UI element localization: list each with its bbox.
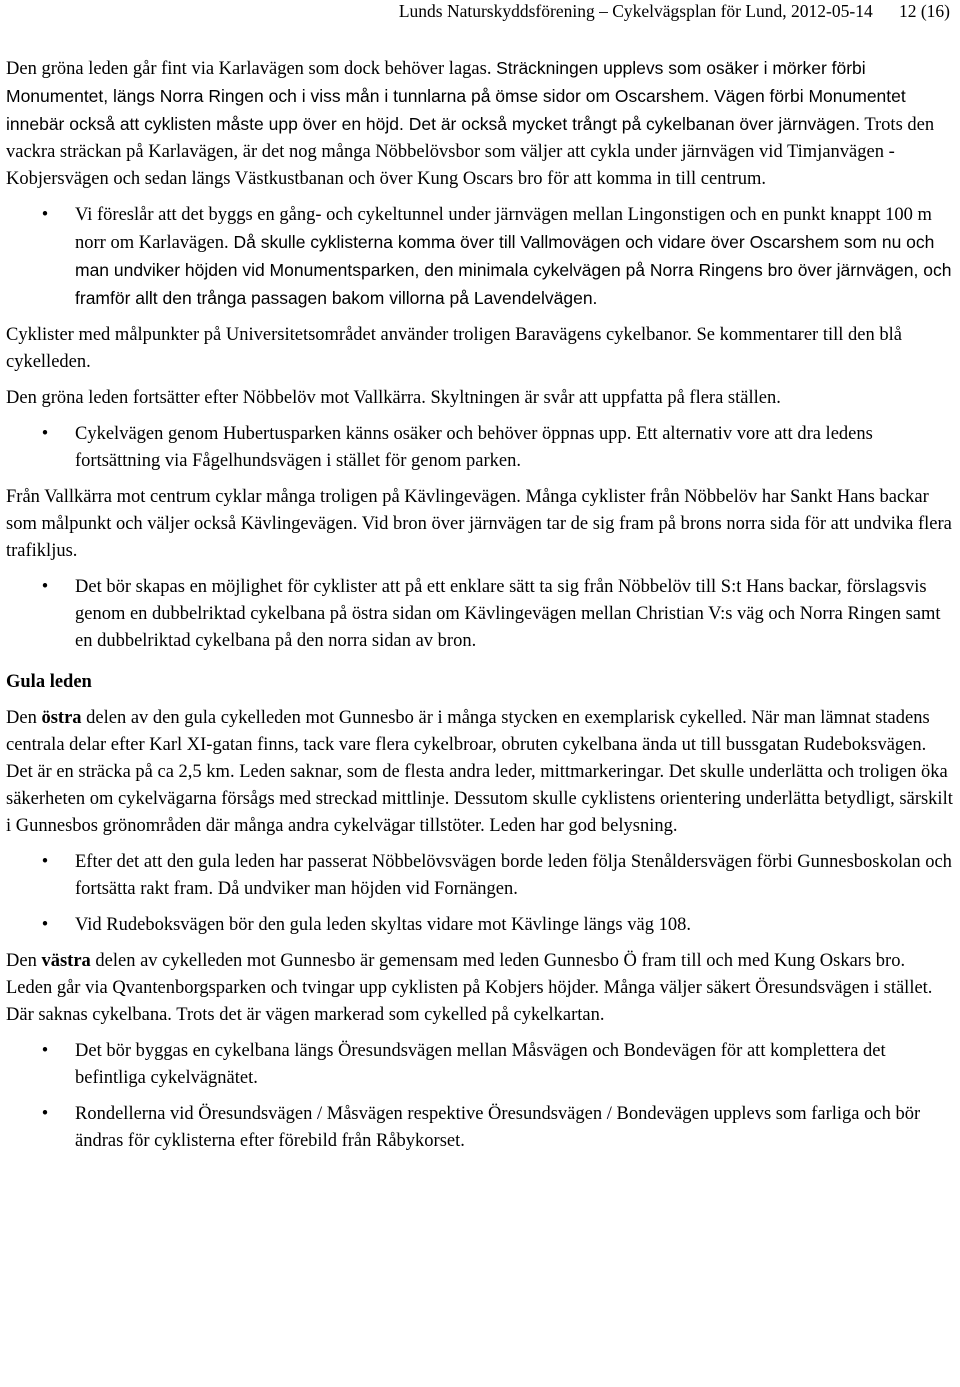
list-item-text: Det bör byggas en cykelbana längs Öresundsvägen mellan Måsvägen och Bondevägen för att komplettera det befintliga cykelvägnätet.: [75, 1041, 886, 1088]
document-body: [6, 55, 954, 1164]
list-item-text: Rondellerna vid Öresundsvägen / Måsvägen respektive Öresundsvägen / Bondevägen upplevs som farliga och bör ändras för cyklisterna efter förebild från Råbykorset.: [75, 1104, 921, 1151]
text-segment: Den gröna leden går fint via Karlavägen som dock behöver lagas.: [6, 59, 497, 79]
page-number: 12 (16): [898, 1, 950, 21]
bullet-list: [6, 849, 954, 939]
bullet-icon: •: [41, 852, 49, 872]
paragraph-green-route-vallkarra: Den gröna leden fortsätter efter Nöbbelöv mot Vallkärra. Skyltningen är svår att uppfatta på flera ställen.: [6, 388, 781, 408]
running-header: [399, 0, 950, 22]
list-item: [6, 912, 954, 939]
list-item: [6, 1038, 954, 1092]
text-segment: delen av cykelleden mot Gunnesbo är gemensam med leden Gunnesbo Ö fram till och med Kung Oskars bro. Leden går via Qvantenborgsparken och tvingar upp cyklisten på Kobjers höjder. Många väljer säkert Öresundsvägen i stället. Där saknas cykelbana. Trots det är vägen markerad som cykelled på cykelkartan.: [6, 951, 933, 1025]
paragraph-university: Cyklister med målpunkter på Universitetsområdet använder troligen Baravägens cykelbanor. Se kommentarer till den blå cykelleden.: [6, 325, 902, 372]
emphasis-bold: östra: [41, 708, 82, 728]
text-segment: Trots den vackra sträckan på Karlavägen, är det nog många Nöbbelövsbor som väljer att cykla under järnvägen vid Timjanvägen - Kobjersvägen och sedan längs Västkustbanan och över Kung Oscars bro för att komma in till centrum.: [6, 115, 935, 189]
list-item: [6, 574, 954, 655]
list-item-text: Efter det att den gula leden har passerat Nöbbelövsvägen borde leden följa Stenåldersvägen förbi Gunnesboskolan och fortsätta rakt fram. Då undviker man höjden vid Fornängen.: [75, 852, 952, 899]
list-item: [6, 202, 954, 313]
paragraph-vallkarra-centrum: Från Vallkärra mot centrum cyklar många troligen på Kävlingevägen. Många cyklister från Nöbbelöv har Sankt Hans backar som målpunkt och väljer också Kävlingevägen. Vid bron över järnvägen tar de sig fram på brons norra sida för att undvika flera trafikljus.: [6, 487, 952, 561]
bullet-list: [6, 574, 954, 655]
running-title: Lunds Naturskyddsförening – Cykelvägsplan för Lund, 2012-05-14: [398, 1, 873, 21]
list-item-text: Cykelvägen genom Hubertusparken känns osäker och behöver öppnas upp. Ett alternativ vore att dra ledens fortsättning via Fågelhundsvägen i stället för genom parken.: [75, 424, 873, 471]
text-segment-sans: Sträckningen upplevs som osäker i mörker förbi Monumentet, längs Norra Ringen och i viss mån i tunnlarna på ömse sidor om Oscarshem. Vägen förbi Monumentet innebär också att cyklisten måste upp över en höjd. Det är också mycket trångt på cykelbanan över järnvägen.: [6, 58, 906, 134]
list-item: [6, 421, 954, 475]
bullet-list: [6, 202, 954, 313]
list-item-text: Vid Rudeboksvägen bör den gula leden skyltas vidare mot Kävlinge längs väg 108.: [75, 915, 691, 935]
text-segment: Vi föreslår att det byggs en gång- och cykeltunnel under järnvägen mellan Lingonstigen och en punkt knappt 100 m norr om Karlavägen.: [75, 205, 932, 253]
bullet-list: [6, 421, 954, 475]
text-segment-sans: Då skulle cyklisterna komma över till Vallmovägen och vidare över Oscarshem som nu och man undviker höjden vid Monumentsparken, den minimala cykelvägen på Norra Ringens bro över järnvägen, och framför allt den trånga passagen bakom villorna på Lavendelvägen.: [75, 232, 952, 308]
paragraph-green-route-intro: [6, 55, 954, 193]
bullet-icon: •: [41, 424, 49, 444]
bullet-icon: •: [41, 205, 49, 225]
text-segment: delen av den gula cykelleden mot Gunnesbo är i många stycken en exemplarisk cykelled. När man lämnat stadens centrala delar efter Karl XI-gatan finns, tack vare flera cykelbroar, obruten cykelbana ända ut till bussgatan Rudeboksvägen. Det är en sträcka på ca 2,5 km. Leden saknar, som de flesta andra leder, mittmarkeringar. Det skulle underlätta och troligen öka säkerheten om cykelvägarna försågs med streckad mittlinje. Dessutom skulle cyklistens orientering underlätta betydligt, särskilt i Gunnesbos grönområden där många andra cykelvägar tillstöter. Leden har god belysning.: [6, 708, 953, 836]
list-item: [6, 849, 954, 903]
emphasis-bold: västra: [41, 951, 91, 971]
bullet-icon: •: [41, 915, 49, 935]
paragraph-gula-west: [6, 948, 954, 1029]
list-item: [6, 1101, 954, 1155]
list-item-text: Det bör skapas en möjlighet för cyklister att på ett enklare sätt ta sig från Nöbbelöv till S:t Hans backar, förslagsvis genom en dubbelriktad cykelbana på östra sidan om Kävlingevägen mellan Christian V:s väg och Norra Ringen samt en dubbelriktad cykelbana på den norra sidan av bron.: [75, 577, 941, 651]
bullet-icon: •: [41, 1041, 49, 1061]
text-segment: Den: [6, 708, 42, 728]
section-heading-gula-leden: Gula leden: [6, 672, 92, 692]
paragraph-gula-east: [6, 705, 954, 840]
text-segment: Den: [6, 951, 42, 971]
bullet-icon: •: [41, 577, 49, 597]
bullet-list: [6, 1038, 954, 1155]
bullet-icon: •: [41, 1104, 49, 1124]
